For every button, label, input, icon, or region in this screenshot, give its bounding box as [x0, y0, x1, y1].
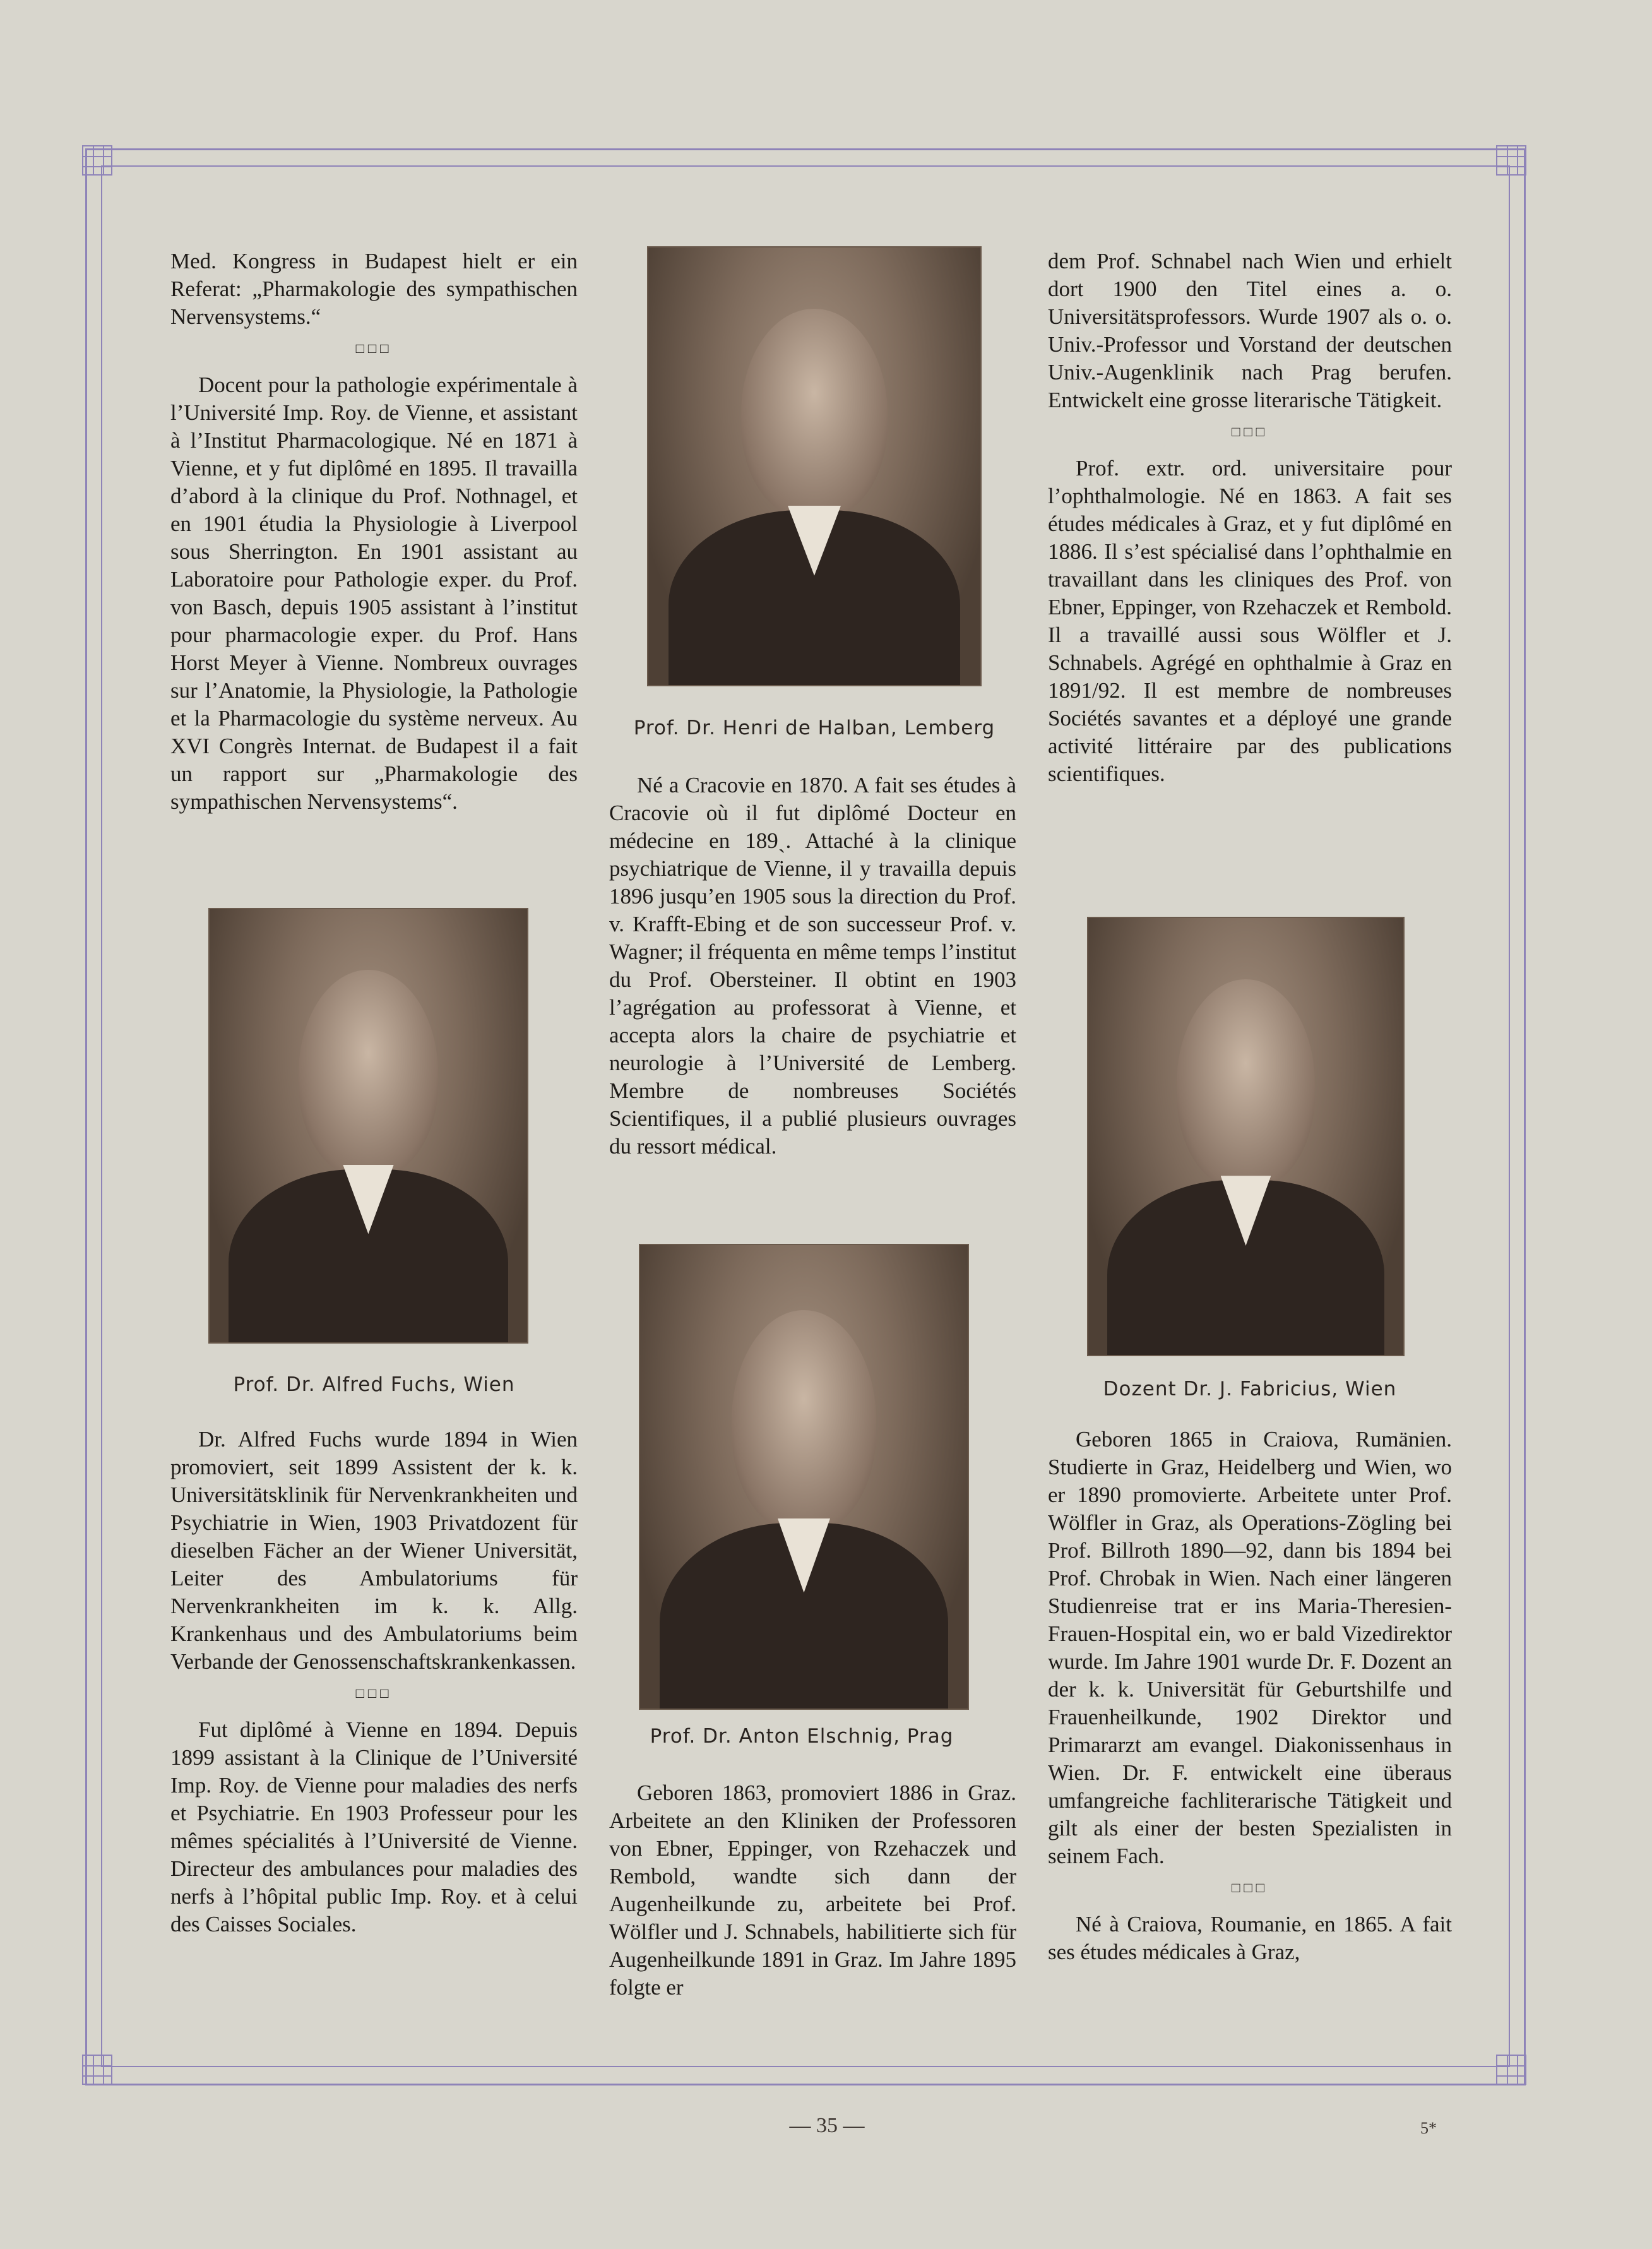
- photo-caption: Prof. Dr. Henri de Halban, Lemberg: [633, 717, 995, 739]
- paragraph: Dr. Alfred Fuchs wurde 1894 in Wien promoviert, seit 1899 Assistent der k. k. Universitätsklinik für Nervenkrankheiten und Psychiatrie in Wien, 1903 Privatdozent für dieselben Fächer an der Wiener Universität, Leiter des Ambulatoriums für Nervenkrankheiten im k. k. Allg. Krankenhaus und des Ambulatoriums beim Verbande der Genossenschaftskrankenkassen.: [170, 1427, 578, 1674]
- section-ornament: □□□: [1232, 424, 1268, 439]
- photo-caption: Dozent Dr. J. Fabricius, Wien: [1103, 1378, 1397, 1400]
- printer-signature: 5*: [1420, 2119, 1437, 2137]
- paragraph: Docent pour la pathologie expérimentale à l’Université Imp. Roy. de Vienne, et assistant à l’Institut Pharmacologique. Né en 1871 à Vienne, et y fut diplômé en 1895. Il travailla d’abord à la clinique du Prof. Nothnagel, et en 1901 étudia la Physiologie à Liverpool sous Sherrington. En 1901 assistant au Laboratoire pour Pathologie exper. du Prof. von Basch, depuis 1905 assistant à l’institut pour pharmacologie exper. du Prof. Hans Horst Meyer à Vienne. Nombreux ouvrages sur l’Anatomie, la Physiologie, la Pathologie et la Pharmacologie du système nerveux. Au XVI Congrès Internat. de Budapest il a fait un rapport sur „Pharmakologie des sympathischen Nervensystems“.: [170, 373, 578, 814]
- page-number: — 35 —: [789, 2114, 865, 2137]
- section-ornament: □□□: [355, 340, 393, 356]
- portrait-photo-anton-elschnig: [639, 1244, 969, 1710]
- column-2-bottom: [609, 1779, 1016, 2001]
- paragraph: Geboren 1865 in Craiova, Rumänien. Studierte in Graz, Heidelberg und Wien, wo er 1890 promovierte. Arbeitete unter Prof. Wölfler in Graz, als Operations-Zögling bei Prof. Billroth 1890—92, dann bis 1894 bei Prof. Chrobak in Wien. Nach einer längeren Studienreise trat er ins Maria-Theresien-Frauen-Hospital ein, wo er bald Vizedirektor wurde. Im Jahre 1901 wurde Dr. F. Dozent an der k. k. Universität für Geburtshilfe und Frauenheilkunde, 1902 Direktor und Primararzt am evangel. Diakonissenhaus in Wien. Dr. F. entwickelt eine überaus umfangreiche fachliterarische Tätigkeit und gilt als einer der besten Spezialisten in seinem Fach.: [1048, 1427, 1452, 1868]
- paragraph: Fut diplômé à Vienne en 1894. Depuis 1899 assistant à la Clinique de l’Université Imp. Roy. de Vienne pour maladies des nerfs et Psychiatrie. En 1903 Professeur pour les mêmes spécialités à l’Université de Vienne. Directeur des ambulances pour maladies des nerfs à l’hôpital public Imp. Roy. et à celui des Caisses Sociales.: [170, 1717, 578, 1936]
- paragraph: dem Prof. Schnabel nach Wien und erhielt dort 1900 den Titel eines a. o. Universitätsprofessors. Wurde 1907 als o. o. Univ.-Professor und Vorstand der deutschen Univ.-Augenklinik nach Prag berufen. Entwickelt eine grosse literarische Tätigkeit.: [1048, 249, 1452, 412]
- photo-caption: Prof. Dr. Alfred Fuchs, Wien: [233, 1373, 515, 1396]
- column-3-bottom: [1048, 1426, 1452, 1966]
- photo-caption: Prof. Dr. Anton Elschnig, Prag: [650, 1725, 954, 1748]
- column-1-top: [170, 248, 578, 816]
- portrait-photo-henri-de-halban: [647, 246, 982, 686]
- paragraph: Né a Cracovie en 1870. A fait ses études à Cracovie où il fut diplômé Docteur en médecine en 189ˎ. Attaché à la clinique psychiatrique de Vienne, il y travailla depuis 1896 jusqu’en 1905 sous la direction du Prof. v. Krafft-Ebing et de son successeur Prof. v. Wagner; il fréquenta en même temps l’institut du Prof. Obersteiner. Il obtint en 1903 l’agrégation au professorat à Vienne, et accepta alors la chaire de psychiatrie et neurologie à l’Université de Lemberg. Membre de nombreuses Sociétés Scientifiques, il a publié plusieurs ouvrages du ressort médical.: [609, 773, 1016, 1159]
- portrait-photo-j-fabricius: [1087, 917, 1405, 1356]
- paragraph: Med. Kongress in Budapest hielt er ein Referat: „Pharmakologie des sympathischen Nervensystems.“: [170, 249, 578, 329]
- section-ornament: □□□: [355, 1685, 393, 1701]
- portrait-photo-alfred-fuchs: [208, 908, 528, 1344]
- section-ornament: □□□: [1232, 1880, 1268, 1895]
- paragraph: Geboren 1863, promoviert 1886 in Graz. Arbeitete an den Kliniken der Professoren von Ebner, Eppinger, von Rzehaczek und Rembold, wandte sich dann der Augenheilkunde zu, arbeitete bei Prof. Wölfler und J. Schnabels, habilitierte sich für Augenheilkunde 1891 in Graz. Im Jahre 1895 folgte er: [609, 1781, 1016, 2000]
- column-1-bottom: [170, 1426, 578, 1938]
- column-2-top: [609, 772, 1016, 1160]
- corner-ornament-bottom-right: [1496, 2055, 1526, 2085]
- corner-ornament-top-right: [1496, 145, 1526, 176]
- paragraph: Prof. extr. ord. universitaire pour l’ophthalmologie. Né en 1863. A fait ses études médicales à Graz, et y fut diplômé en 1886. Il s’est spécialisé dans l’ophthalmie en travaillant dans les cliniques des Prof. von Ebner, Eppinger, von Rzehaczek et Rembold. Il a travaillé aussi sous Wölfler et J. Schnabels. Agrégé en ophthalmie à Graz en 1891/92. Il est membre de nombreuses Sociétés savantes et a déployé une grande activité littéraire par des publications scientifiques.: [1048, 456, 1452, 786]
- corner-ornament-top-left: [82, 145, 112, 176]
- corner-ornament-bottom-left: [82, 2055, 112, 2085]
- paragraph: Né à Craiova, Roumanie, en 1865. A fait ses études médicales à Graz,: [1048, 1912, 1452, 1964]
- column-3-top: [1048, 248, 1452, 788]
